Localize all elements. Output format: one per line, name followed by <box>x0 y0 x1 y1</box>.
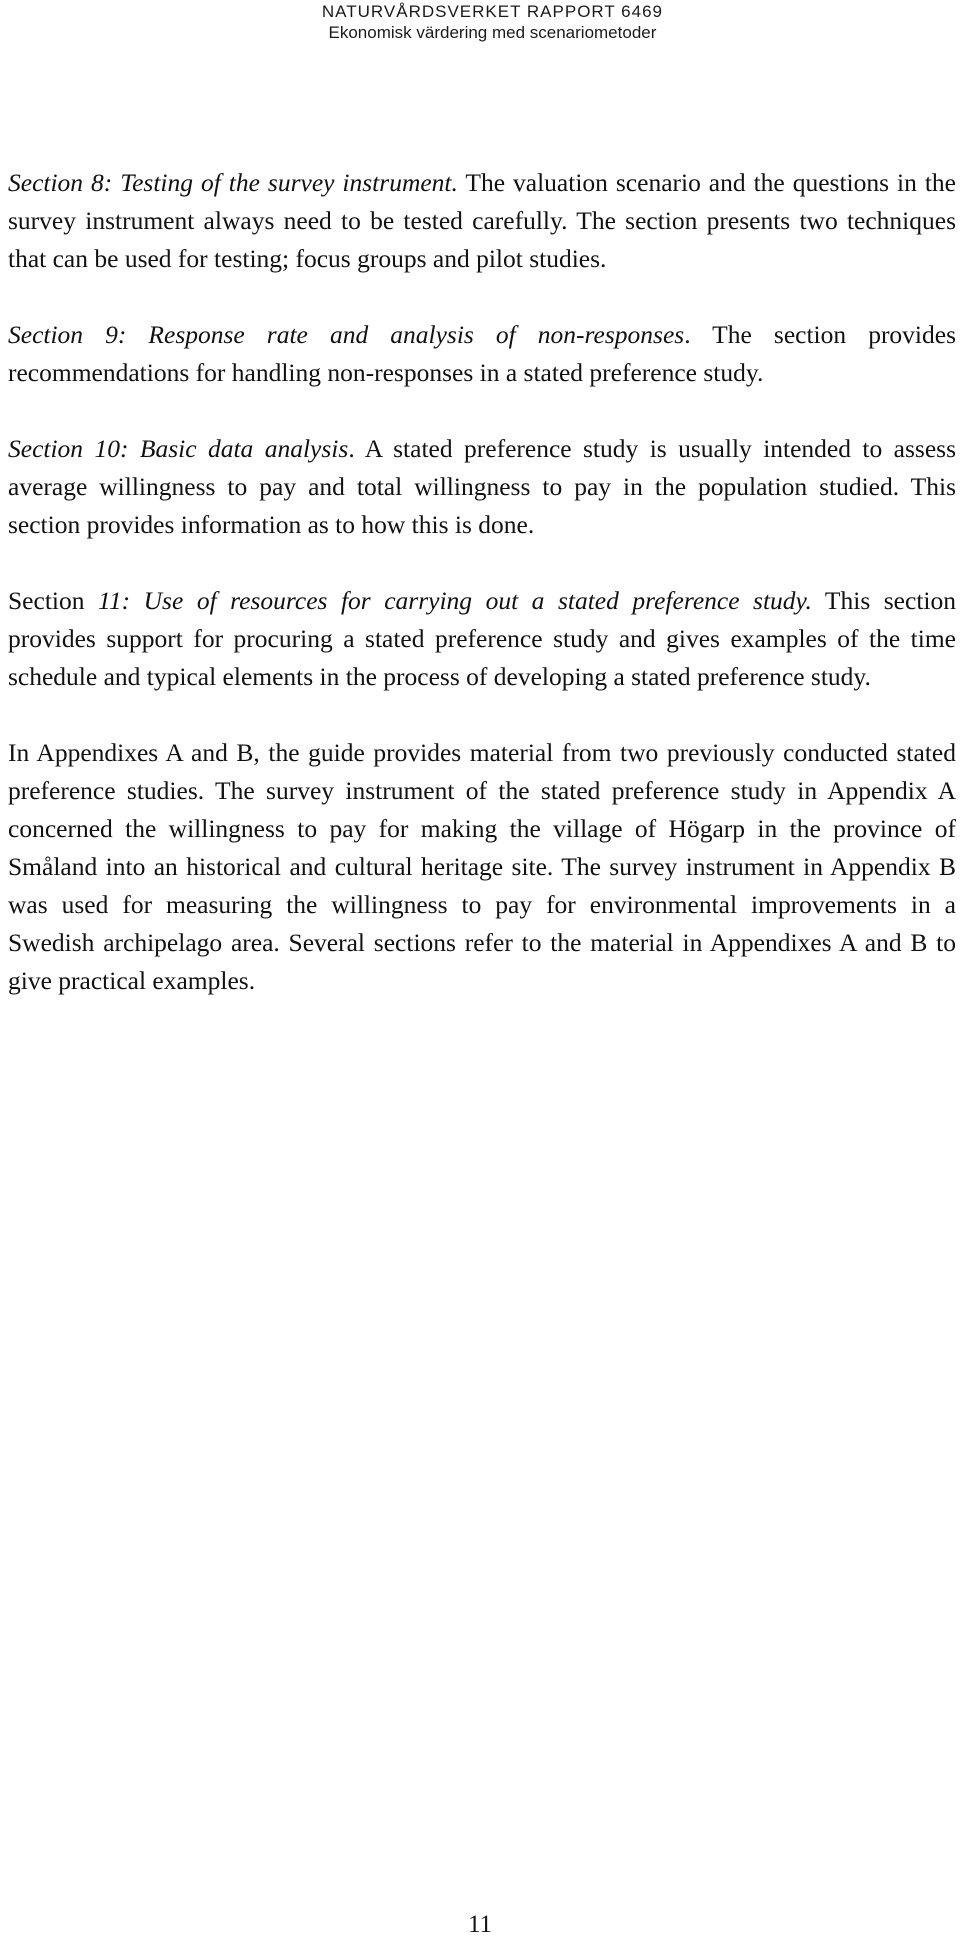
body-text <box>8 164 956 1038</box>
report-series-title: NATURVÅRDSVERKET RAPPORT 6469 <box>321 2 663 21</box>
section-lead: Section <box>8 586 99 615</box>
section-heading: Section 9: Response rate and analysis of non-responses <box>8 320 685 349</box>
section-heading: Section 10: Basic data analysis <box>8 434 349 463</box>
section-text: This section provides support for procuring a stated preference study and gives examples of the time schedule and typical elements in the process of developing a stated preference study. <box>8 586 956 691</box>
section-heading: 11: Use of resources for carrying out a stated preference study. <box>98 586 812 615</box>
section-heading: Section 8: Testing of the survey instrument. <box>8 168 458 197</box>
section-text: . The section provides recommendations for handling non-responses in a stated preference study. <box>8 320 957 387</box>
paragraph-section-11 <box>8 582 956 696</box>
section-text: . A stated preference study is usually intended to assess average willingness to pay and total willingness to pay in the population studied. This section provides information as to how this is done. <box>8 434 957 539</box>
paragraph-appendixes: In Appendixes A and B, the guide provides material from two previously conducted stated preference studies. The survey instrument of the stated preference study in Appendix A concerned the willingness to pay for making the village of Högarp in the province of Småland into an historical and cultural heritage site. The survey instrument in Appendix B was used for measuring the willingness to pay for environmental improvements in a Swedish archipelago area. Several sections refer to the material in Appendixes A and B to give practical examples. <box>8 738 956 995</box>
page-number: 11 <box>467 1911 493 1938</box>
paragraph-section-9 <box>8 316 956 392</box>
section-text: The valuation scenario and the questions in the survey instrument always need to be tested carefully. The section presents two techniques that can be used for testing; focus groups and pilot studies. <box>8 168 956 273</box>
report-subtitle: Ekonomisk värdering med scenariometoder <box>328 23 657 42</box>
running-header <box>322 0 663 43</box>
paragraph-section-10 <box>8 430 956 544</box>
paragraph-section-8 <box>8 164 956 278</box>
